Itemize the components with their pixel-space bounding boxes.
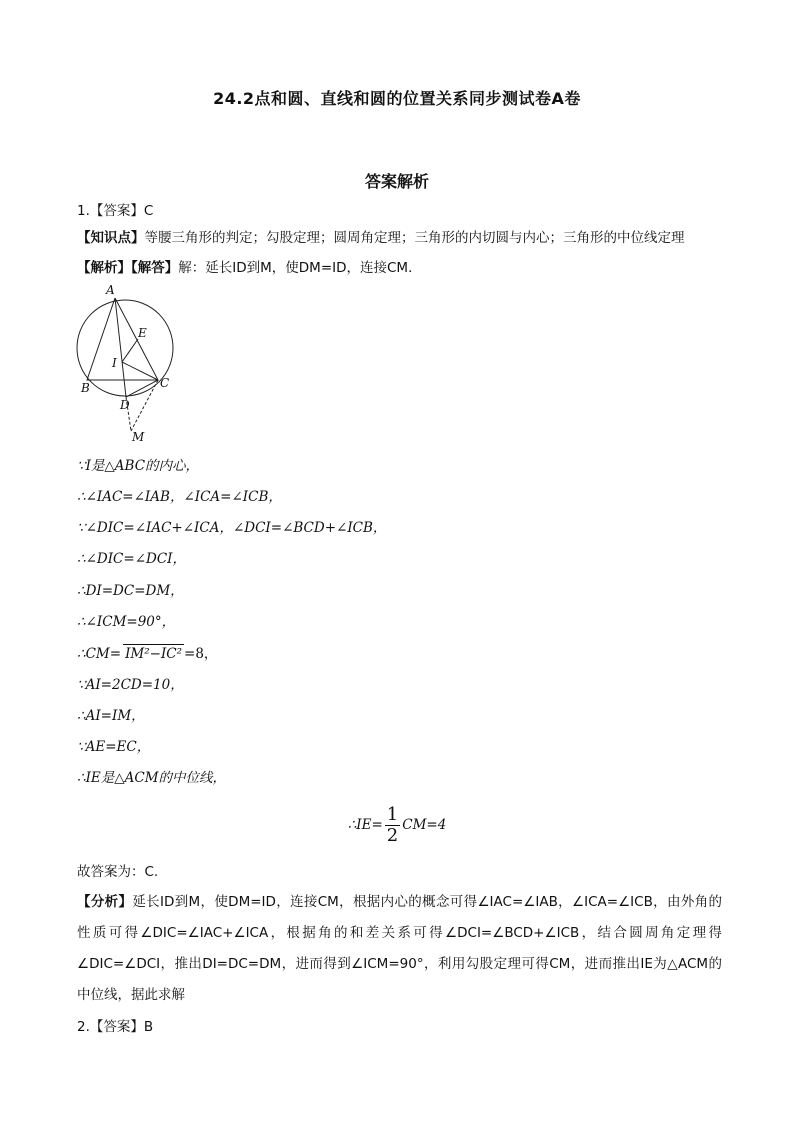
circle-diagram	[70, 283, 185, 443]
sqrt-result: =8，	[184, 646, 218, 662]
section-subtitle: 答案解析	[364, 172, 429, 191]
circumcircle	[77, 300, 173, 396]
sqrt-body: IM²−IC²	[125, 646, 183, 662]
step-7	[77, 644, 217, 663]
centered-equation	[0, 805, 794, 849]
label-m: M	[132, 430, 145, 443]
label-a: A	[106, 283, 115, 297]
label-c: C	[160, 376, 170, 390]
label-d: D	[120, 398, 130, 412]
step-7-prefix: ∴CM=	[77, 646, 122, 662]
sqrt-expression	[123, 644, 184, 663]
step-3: ∵∠DIC=∠IAC+∠ICA，∠DCI=∠BCD+∠ICB，	[77, 520, 387, 536]
eq-right: CM=4	[402, 817, 447, 833]
line-ie	[122, 339, 138, 362]
fenxi-tag: 【分析】	[77, 894, 133, 910]
step-4: ∴∠DIC=∠DCI，	[77, 551, 186, 567]
frac-denominator: 2	[386, 825, 399, 846]
q1-answer: 1.【答案】C	[77, 203, 154, 219]
label-i: I	[112, 356, 117, 370]
line-ic	[122, 362, 158, 380]
line-dc	[126, 380, 158, 397]
step-9: ∴AI=IM，	[77, 708, 145, 724]
page-title: 24.2点和圆、直线和圆的位置关系同步测试卷A卷	[213, 89, 581, 108]
step-11: ∴IE是△ACM的中位线，	[77, 770, 227, 786]
analysis-text: 解：延长ID到M，使DM=ID，连接CM．	[178, 260, 422, 276]
step-6: ∴∠ICM=90°，	[77, 614, 176, 630]
conclusion: 故答案为：C.	[77, 864, 159, 880]
step-1: ∵I是△ABC的内心，	[77, 458, 200, 474]
label-b: B	[81, 381, 90, 395]
fraction-one-half	[385, 805, 400, 846]
step-10: ∵AE=EC，	[77, 739, 151, 755]
analysis-tag: 【解析】【解答】	[77, 260, 179, 276]
frac-numerator: 1	[386, 804, 399, 825]
line-ad	[115, 298, 126, 397]
step-2: ∴∠IAC=∠IAB，∠ICA=∠ICB，	[77, 489, 282, 505]
q1-knowledge-line	[77, 229, 685, 247]
knowledge-text: 等腰三角形的判定；勾股定理；圆周角定理；三角形的内切圆与内心；三角形的中位线定理	[144, 230, 685, 246]
fenxi-text: 延长ID到M，使DM=ID，连接CM，根据内心的概念可得∠IAC=∠IAB，∠ICA=∠ICB，由外角的性质可得∠DIC=∠IAC+∠ICA，根据角的和差关系可得∠DCI=∠BCD+∠ICB，结合圆周角定理得∠DIC=∠DCI，推出DI=DC=DM，进而得到∠ICM=90°，利用勾股定理可得CM，进而推出IE为△ACM的中位线，据此求解	[77, 894, 722, 1003]
geometry-figure	[70, 283, 185, 443]
label-e: E	[138, 326, 147, 340]
q2-answer: 2.【答案】B	[77, 1019, 154, 1035]
step-8: ∵AI=2CD=10，	[77, 677, 184, 693]
q1-analysis-line	[77, 259, 422, 277]
eq-left: ∴IE=	[347, 817, 383, 833]
fenxi-paragraph	[77, 887, 722, 1011]
knowledge-tag: 【知识点】	[77, 230, 145, 246]
step-5: ∴DI=DC=DM，	[77, 583, 184, 599]
